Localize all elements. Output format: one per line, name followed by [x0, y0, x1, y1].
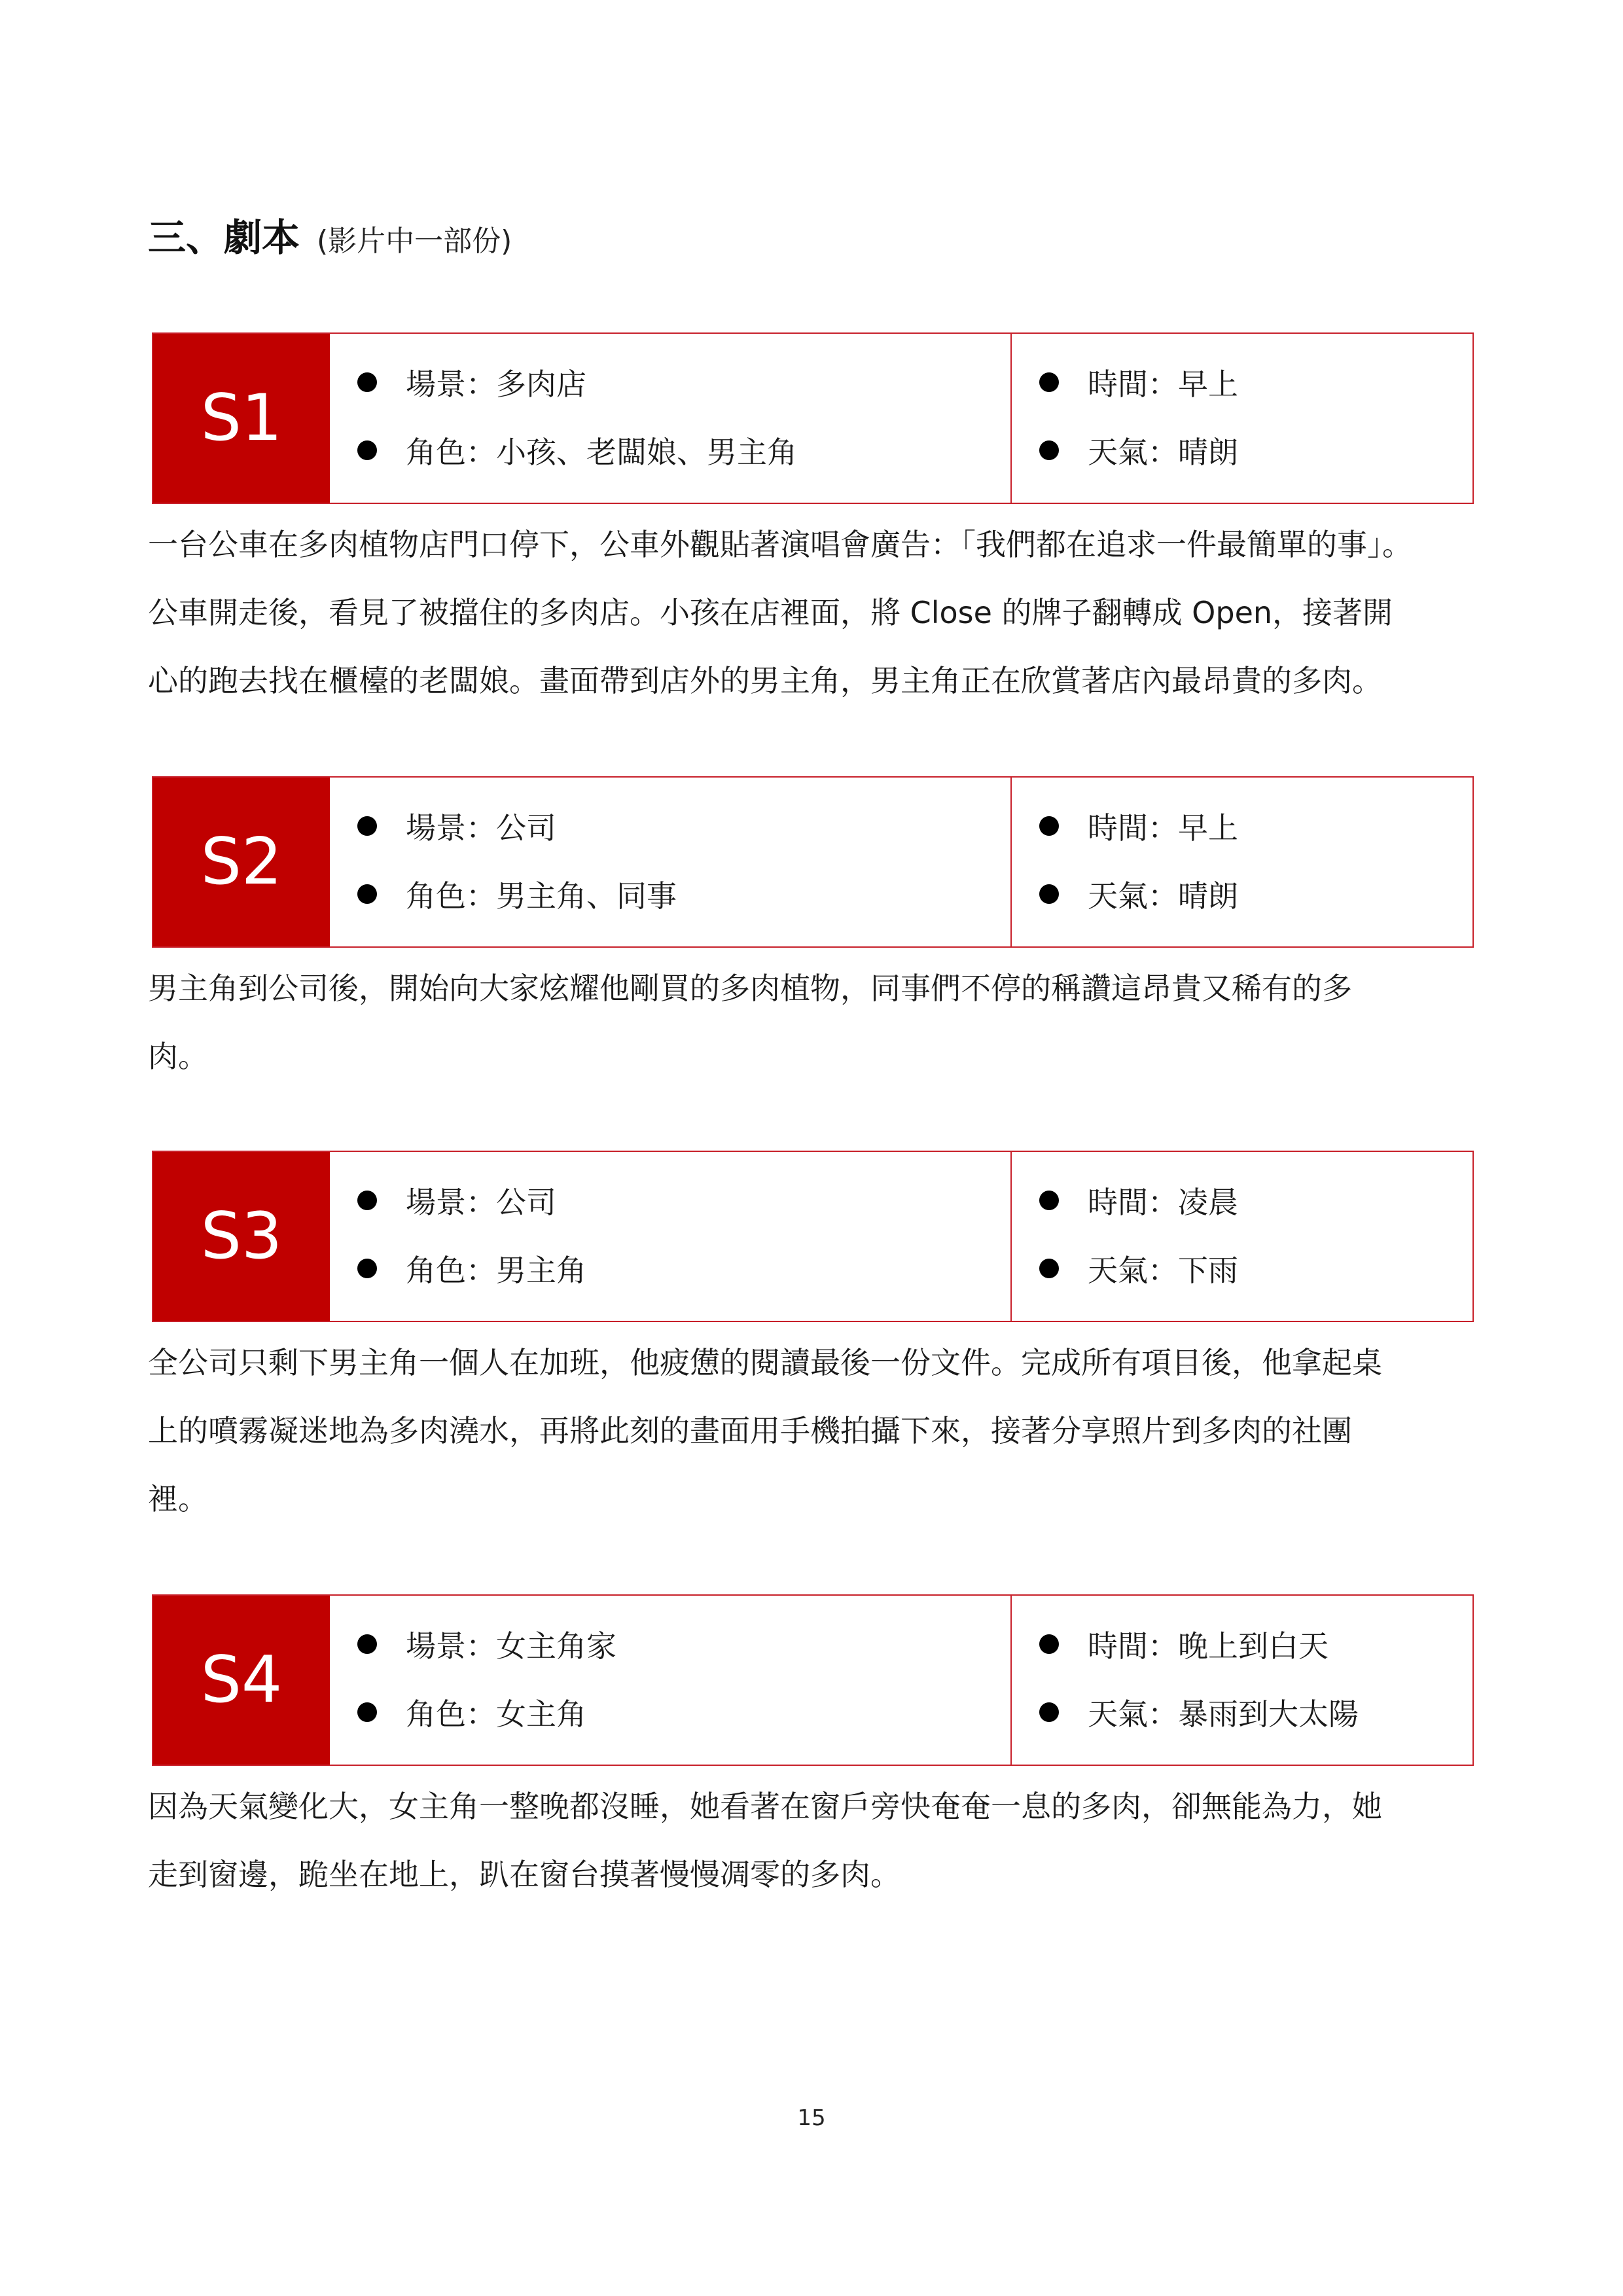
bullet-icon — [1039, 372, 1059, 392]
scene-location: 場景：多肉店 — [406, 367, 586, 402]
scene-time: 時間：早上 — [1088, 810, 1238, 846]
paragraph-line: 全公司只剩下男主角一個人在加班，他疲憊的閱讀最後一份文件。完成所有項目後，他拿起桌 — [148, 1345, 1382, 1380]
scene-roles-item — [330, 416, 1010, 484]
scene-location: 場景：女主角家 — [406, 1628, 616, 1664]
scene-time-item — [1012, 792, 1472, 860]
scene-left-cell — [330, 1152, 1012, 1321]
scene-roles-item — [330, 1678, 1010, 1746]
scene-right-cell — [1012, 778, 1472, 946]
scene-location-item — [330, 1166, 1010, 1234]
scene-roles: 角色：小孩、老闆娘、男主角 — [406, 435, 797, 470]
scene-label: S1 — [153, 334, 330, 503]
scene-location-item — [330, 1610, 1010, 1678]
scene-right-cell — [1012, 334, 1472, 503]
bullet-icon — [357, 1191, 377, 1210]
bullet-icon — [357, 372, 377, 392]
section-heading — [148, 207, 512, 266]
bullet-icon — [357, 816, 377, 836]
paragraph-line: 公車開走後，看見了被擋住的多肉店。小孩在店裡面，將 Close 的牌子翻轉成 Open，接著開 — [148, 595, 1393, 630]
section-subtitle: (影片中一部份) — [317, 224, 512, 258]
scene-weather-item — [1012, 1234, 1472, 1302]
bullet-icon — [1039, 1191, 1059, 1210]
paragraph-line: 一台公車在多肉植物店門口停下，公車外觀貼著演唱會廣告：「我們都在追求一件最簡單的事」。 — [148, 527, 1412, 562]
scene-weather: 天氣：晴朗 — [1088, 435, 1238, 470]
scene-description-s4 — [148, 1772, 1489, 1909]
scene-time: 時間：凌晨 — [1088, 1185, 1238, 1220]
bullet-icon — [1039, 440, 1059, 460]
scene-location-item — [330, 792, 1010, 860]
scene-weather-item — [1012, 860, 1472, 928]
bullet-icon — [1039, 1702, 1059, 1722]
scene-roles: 角色：女主角 — [406, 1696, 586, 1732]
scene-box-s2 — [152, 776, 1474, 948]
scene-weather: 天氣：晴朗 — [1088, 878, 1238, 914]
scene-left-cell — [330, 778, 1012, 946]
scene-roles-item — [330, 1234, 1010, 1302]
scene-right-cell — [1012, 1152, 1472, 1321]
bullet-icon — [357, 1634, 377, 1654]
scene-description-s2 — [148, 954, 1489, 1090]
scene-weather: 天氣：下雨 — [1088, 1253, 1238, 1288]
scene-location: 場景：公司 — [406, 810, 556, 846]
scene-roles: 角色：男主角、同事 — [406, 878, 677, 914]
paragraph-line: 男主角到公司後，開始向大家炫耀他剛買的多肉植物，同事們不停的稱讚這昂貴又稀有的多 — [148, 971, 1352, 1006]
scene-weather-item — [1012, 416, 1472, 484]
scene-label: S2 — [153, 778, 330, 946]
scene-box-s3 — [152, 1151, 1474, 1322]
scene-time: 時間：早上 — [1088, 367, 1238, 402]
section-title: 三、劇本 — [148, 215, 300, 260]
scene-roles-item — [330, 860, 1010, 928]
scene-location-item — [330, 348, 1010, 416]
page-number: 15 — [797, 2105, 826, 2131]
scene-label: S3 — [153, 1152, 330, 1321]
paragraph-line: 走到窗邊，跪坐在地上，趴在窗台摸著慢慢凋零的多肉。 — [148, 1857, 901, 1892]
scene-label: S4 — [153, 1596, 330, 1765]
scene-location: 場景：公司 — [406, 1185, 556, 1220]
scene-left-cell — [330, 1596, 1012, 1765]
bullet-icon — [1039, 816, 1059, 836]
scene-roles: 角色：男主角 — [406, 1253, 586, 1288]
scene-weather-item — [1012, 1678, 1472, 1746]
bullet-icon — [1039, 1634, 1059, 1654]
paragraph-line: 上的噴霧凝迷地為多肉澆水，再將此刻的畫面用手機拍攝下來，接著分享照片到多肉的社團 — [148, 1413, 1352, 1448]
scene-right-cell — [1012, 1596, 1472, 1765]
scene-box-s4 — [152, 1594, 1474, 1766]
scene-time: 時間：晚上到白天 — [1088, 1628, 1329, 1664]
bullet-icon — [1039, 1259, 1059, 1278]
bullet-icon — [1039, 884, 1059, 904]
bullet-icon — [357, 440, 377, 460]
scene-time-item — [1012, 1610, 1472, 1678]
scene-description-s1 — [148, 511, 1489, 715]
bullet-icon — [357, 1259, 377, 1278]
scene-time-item — [1012, 348, 1472, 416]
scene-box-s1 — [152, 332, 1474, 504]
paragraph-line: 肉。 — [148, 1039, 208, 1074]
bullet-icon — [357, 1702, 377, 1722]
paragraph-line: 因為天氣變化大，女主角一整晚都沒睡，她看著在窗戶旁快奄奄一息的多肉，卻無能為力，她 — [148, 1789, 1382, 1824]
scene-weather: 天氣：暴雨到大太陽 — [1088, 1696, 1359, 1732]
paragraph-line: 裡。 — [148, 1481, 208, 1516]
scene-left-cell — [330, 334, 1012, 503]
paragraph-line: 心的跑去找在櫃檯的老闆娘。畫面帶到店外的男主角，男主角正在欣賞著店內最昂貴的多肉。 — [148, 663, 1382, 698]
bullet-icon — [357, 884, 377, 904]
scene-time-item — [1012, 1166, 1472, 1234]
scene-description-s3 — [148, 1329, 1489, 1533]
